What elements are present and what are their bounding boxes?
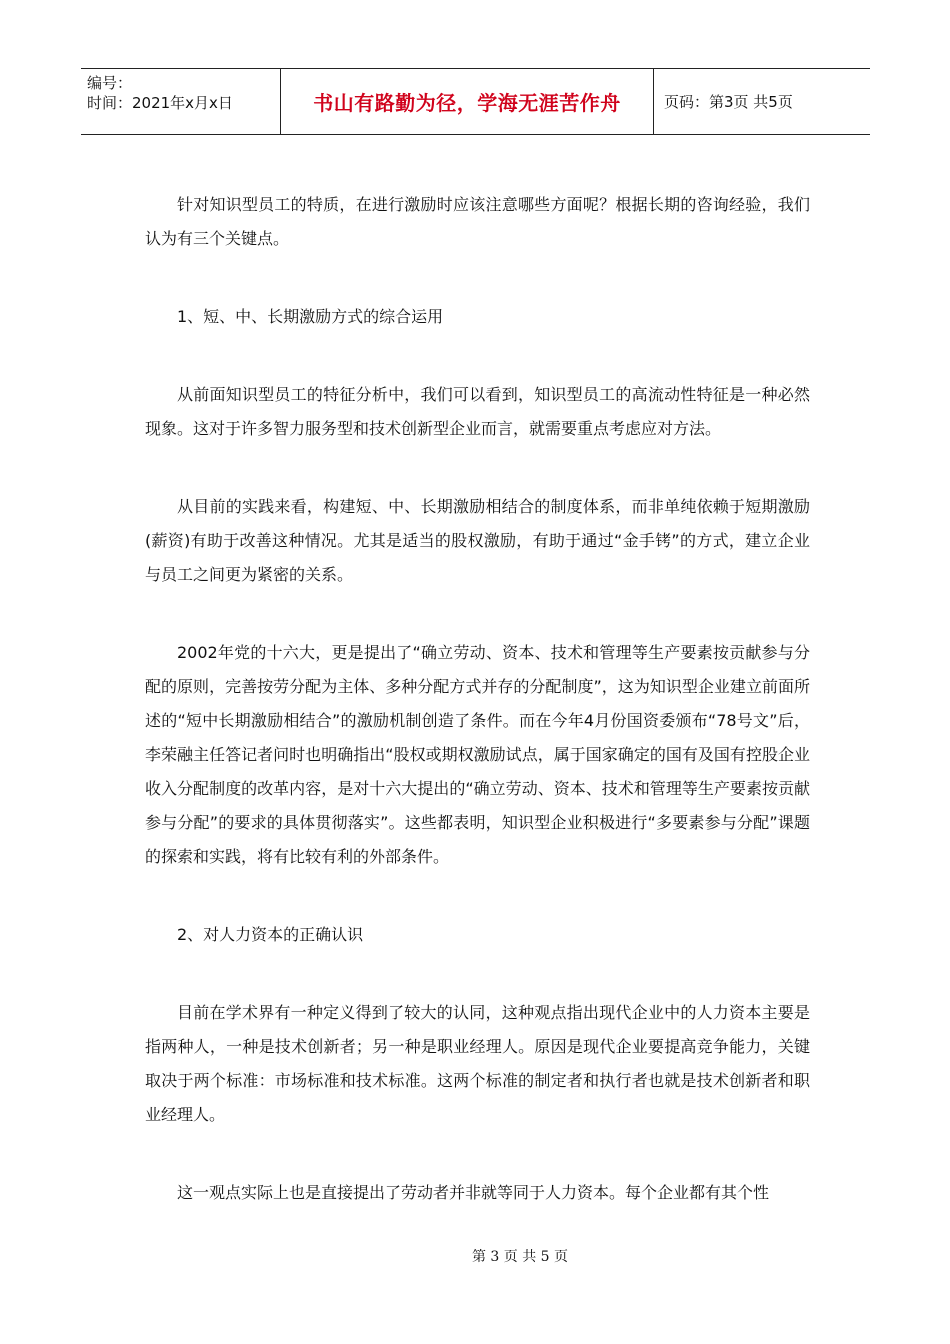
section-heading-1: 1、短、中、长期激励方式的综合运用 [177,307,444,326]
paragraph: 2002年党的十六大，更是提出了“确立劳动、资本、技术和管理等生产要素按贡献参与分配的原则，完善按劳分配为主体、多种分配方式并存的分配制度”，这为知识型企业建立前面所述的“短中长期激励相结合”的激励机制创造了条件。而在今年4月份国资委颁布“78号文”后，李荣融主任答记者问时也明确指出“股权或期权激励试点，属于国家确定的国有及国有控股企业收入分配制度的改革内容，是对十六大提出的“确立劳动、资本、技术和管理等生产要素按贡献参与分配”的要求的具体贯彻落实”。这些都表明，知识型企业积极进行“多要素参与分配”课题的探索和实践，将有比较有利的外部条件。 [145,643,810,866]
document-body [145,188,810,1210]
document-header [81,68,870,135]
document-number-label: 编号： [87,74,133,92]
page-footer: 第 3 页 共 5 页 [471,1249,569,1265]
paragraph: 从前面知识型员工的特征分析中，我们可以看到，知识型员工的高流动性特征是一种必然现象。这对于许多智力服务型和技术创新型企业而言，就需要重点考虑应对方法。 [145,385,810,438]
paragraph-intro: 针对知识型员工的特质，在进行激励时应该注意哪些方面呢？根据长期的咨询经验，我们认为有三个关键点。 [145,195,810,248]
paragraph: 目前在学术界有一种定义得到了较大的认同，这种观点指出现代企业中的人力资本主要是指两种人，一种是技术创新者；另一种是职业经理人。原因是现代企业要提高竞争能力，关键取决于两个标准：市场标准和技术标准。这两个标准的制定者和执行者也就是技术创新者和职业经理人。 [145,1003,810,1124]
section-heading-2: 2、对人力资本的正确认识 [177,925,364,944]
document-date: 时间：2021年x月x日 [87,94,233,112]
paragraph: 这一观点实际上也是直接提出了劳动者并非就等同于人力资本。每个企业都有其个性 [177,1183,770,1202]
paragraph: 从目前的实践来看，构建短、中、长期激励相结合的制度体系，而非单纯依赖于短期激励(薪资)有助于改善这种情况。尤其是适当的股权激励，有助于通过“金手铐”的方式，建立企业与员工之间更为紧密的关系。 [145,497,810,584]
header-motto: 书山有路勤为径，学海无涯苦作舟 [281,69,654,134]
header-meta [81,69,281,134]
header-page-info: 页码：第3页 共5页 [664,93,793,111]
